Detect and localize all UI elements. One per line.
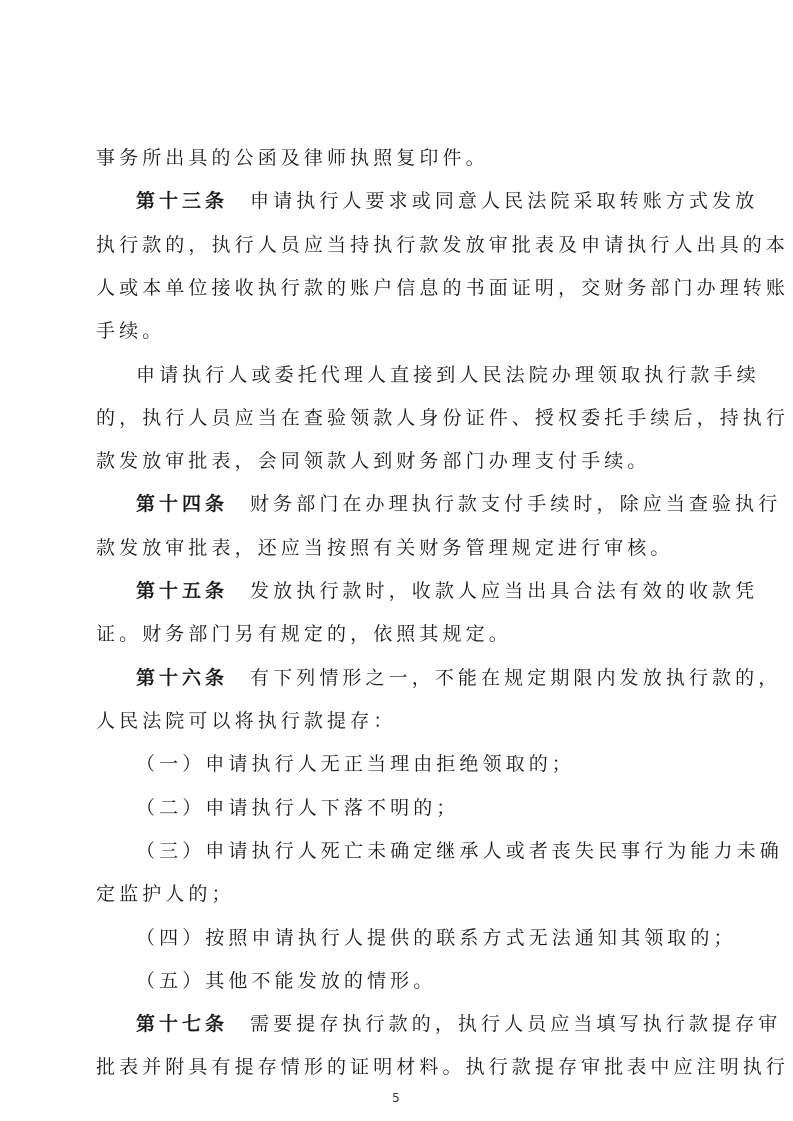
paragraph-line — [96, 141, 696, 175]
line-text: 申请执行人要求或同意人民法院采取转账方式发放 — [250, 190, 759, 212]
article-16-heading-line — [136, 661, 782, 695]
line-text: 需要提存执行款的，执行人员应当填写执行款提存审 — [250, 1013, 782, 1035]
list-item — [136, 921, 737, 955]
paragraph-line — [96, 531, 696, 565]
line-text: 批表并附具有提存情形的证明材料。执行款提存审批表中应注明执行 — [96, 1056, 790, 1078]
paragraph-line — [136, 358, 760, 392]
line-text: 发放执行款时，收款人应当出具合法有效的收款凭 — [250, 580, 759, 602]
line-text: 有下列情形之一，不能在规定期限内发放执行款的， — [250, 667, 782, 689]
line-text: 人民法院可以将执行款提存： — [96, 710, 397, 732]
line-text: （五）其他不能发放的情形。 — [136, 970, 437, 992]
paragraph-line — [96, 444, 696, 478]
list-item — [136, 834, 783, 868]
line-text: （三）申请执行人死亡未确定继承人或者丧失民事行为能力未确 — [136, 840, 783, 862]
paragraph-line — [96, 877, 696, 911]
page-number: 5 — [392, 1091, 400, 1105]
article-number: 第十六条 — [136, 667, 229, 689]
line-text: 事务所出具的公函及律师执照复印件。 — [96, 147, 489, 169]
line-text: 执行款的，执行人员应当持执行款发放审批表及申请执行人出具的本 — [96, 234, 790, 256]
article-17-heading-line — [136, 1007, 782, 1041]
list-item — [136, 791, 696, 825]
paragraph-line — [96, 314, 696, 348]
paragraph-line — [96, 271, 790, 305]
paragraph-line — [96, 704, 696, 738]
line-text: 证。财务部门另有规定的，依照其规定。 — [96, 623, 512, 645]
line-text: 定监护人的； — [96, 883, 235, 905]
line-text: 手续。 — [96, 320, 166, 342]
line-text: 款发放审批表，会同领款人到财务部门办理支付手续。 — [96, 450, 651, 472]
line-text: （一）申请执行人无正当理由拒绝领取的； — [136, 753, 575, 775]
article-14-heading-line — [136, 487, 782, 521]
line-text: 申请执行人或委托代理人直接到人民法院办理领取执行款手续 — [136, 364, 760, 386]
line-text: （四）按照申请执行人提供的联系方式无法通知其领取的； — [136, 927, 737, 949]
list-item — [136, 964, 696, 998]
paragraph-line — [96, 1050, 790, 1084]
article-13-heading-line — [136, 184, 759, 218]
article-number: 第十三条 — [136, 190, 229, 212]
line-text: 人或本单位接收执行款的账户信息的书面证明，交财务部门办理转账 — [96, 277, 790, 299]
line-text: 的，执行人员应当在查验领款人身份证件、授权委托手续后，持执行 — [96, 407, 790, 429]
list-item — [136, 747, 696, 781]
paragraph-line — [96, 401, 790, 435]
article-number: 第十七条 — [136, 1013, 229, 1035]
paragraph-line — [96, 617, 696, 651]
article-number: 第十五条 — [136, 580, 229, 602]
paragraph-line — [96, 228, 790, 262]
line-text: 财务部门在办理执行款支付手续时，除应当查验执行 — [250, 493, 782, 515]
line-text: （二）申请执行人下落不明的； — [136, 797, 460, 819]
article-15-heading-line — [136, 574, 759, 608]
article-number: 第十四条 — [136, 493, 229, 515]
line-text: 款发放审批表，还应当按照有关财务管理规定进行审核。 — [96, 537, 674, 559]
